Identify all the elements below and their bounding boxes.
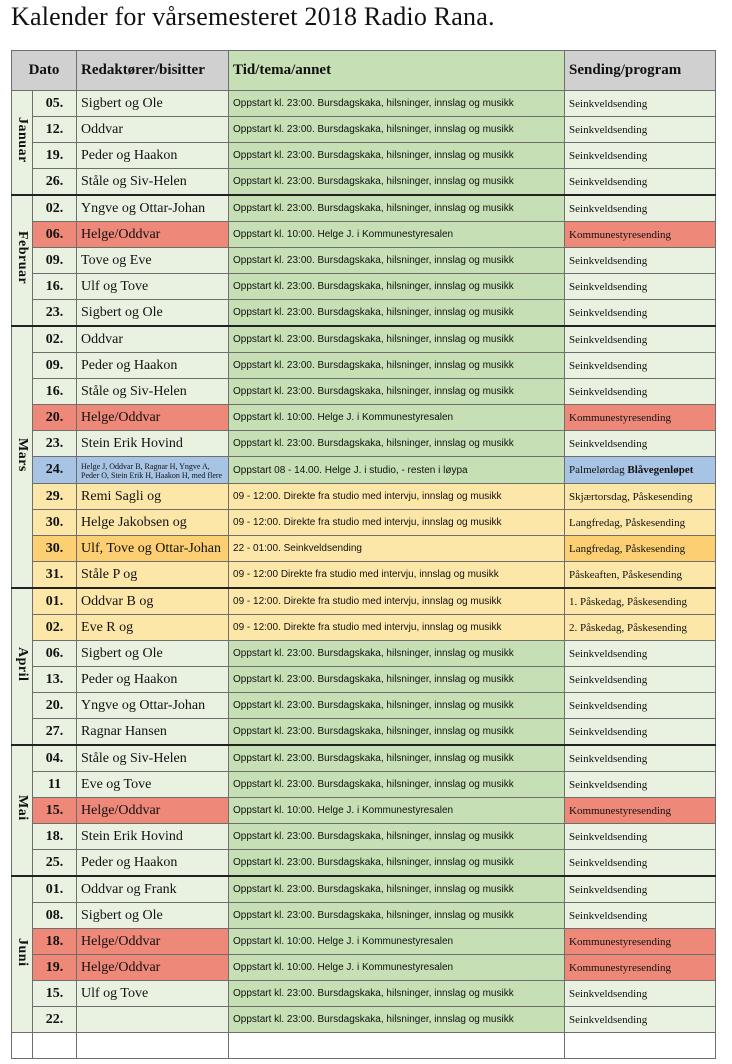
table-row [12,405,716,431]
table-row [12,588,716,615]
sending-label: Seinkveldsending [569,254,648,267]
table-row [12,667,716,693]
empty-cell [33,1033,77,1059]
tid-cell: Oppstart kl. 23:00. Bursdagskaka, hilsninger, innslag og musikk [229,772,565,798]
editors-cell: Helge/Oddvar [77,798,229,824]
table-row [12,431,716,457]
month-label: Mai [15,795,30,821]
sending-cell [565,117,716,143]
sending-cell [565,143,716,169]
sending-cell [565,353,716,379]
sending-label: Kommunestyresending [569,961,672,974]
editors-cell: Sigbert og Ole [77,91,229,117]
editors-cell [77,1007,229,1033]
sending-cell [565,588,716,615]
editors-cell: Oddvar [77,326,229,353]
tid-cell: Oppstart kl. 23:00. Bursdagskaka, hilsninger, innslag og musikk [229,143,565,169]
date-cell: 05. [33,91,77,117]
date-cell: 12. [33,117,77,143]
sending-cell [565,457,716,484]
table-row [12,1007,716,1033]
sending-label: Seinkveldsending [569,123,648,136]
editors-cell: Eve og Tove [77,772,229,798]
table-row [12,457,716,484]
table-row [12,300,716,327]
sending-label: Seinkveldsending [569,673,648,686]
sending-label: Seinkveldsending [569,1013,648,1026]
header-redaktorer: Redaktører/bisitter [77,51,229,91]
table-row [12,719,716,746]
month-label: Juni [15,937,30,967]
table-row [12,641,716,667]
date-cell: 01. [33,588,77,615]
editors-cell: Sigbert og Ole [77,903,229,929]
sending-cell [565,903,716,929]
sending-label: Seinkveldsending [569,987,648,1000]
date-cell: 26. [33,169,77,196]
table-row [12,745,716,772]
month-cell [12,195,33,326]
tid-cell: Oppstart kl. 23:00. Bursdagskaka, hilsninger, innslag og musikk [229,274,565,300]
date-cell: 18. [33,824,77,850]
editors-cell: Peder og Haakon [77,143,229,169]
tid-cell: Oppstart kl. 23:00. Bursdagskaka, hilsninger, innslag og musikk [229,248,565,274]
sending-cell [565,615,716,641]
schedule-table [11,50,716,1059]
header-sending: Sending/program [565,51,716,91]
sending-label: 2. Påskedag, Påskesending [569,621,687,634]
table-row [12,615,716,641]
sending-cell [565,195,716,222]
editors-cell: Peder og Haakon [77,850,229,877]
tid-cell: Oppstart kl. 23:00. Bursdagskaka, hilsninger, innslag og musikk [229,300,565,327]
date-cell: 15. [33,798,77,824]
editors-cell: Helge/Oddvar [77,955,229,981]
editors-cell: Remi Sagli og [77,484,229,510]
editors-cell: Stein Erik Hovind [77,431,229,457]
empty-cell [77,1033,229,1059]
sending-cell [565,641,716,667]
date-cell: 30. [33,536,77,562]
sending-label: Seinkveldsending [569,647,648,660]
sending-label: Seinkveldsending [569,97,648,110]
tid-cell: Oppstart kl. 10:00. Helge J. i Kommunestyresalen [229,798,565,824]
sending-cell [565,562,716,589]
empty-row [12,1033,716,1059]
sending-cell [565,300,716,327]
editors-cell: Eve R og [77,615,229,641]
table-row [12,798,716,824]
date-cell: 02. [33,195,77,222]
month-label: April [15,646,30,682]
table-row [12,536,716,562]
sending-cell [565,824,716,850]
tid-cell: Oppstart kl. 23:00. Bursdagskaka, hilsninger, innslag og musikk [229,667,565,693]
date-cell: 15. [33,981,77,1007]
sending-cell [565,719,716,746]
sending-label: Kommunestyresending [569,228,672,241]
sending-label: Seinkveldsending [569,699,648,712]
table-row [12,274,716,300]
table-row [12,824,716,850]
sending-label: Kommunestyresending [569,935,672,948]
editors-cell: Helge/Oddvar [77,929,229,955]
tid-cell: Oppstart kl. 23:00. Bursdagskaka, hilsninger, innslag og musikk [229,91,565,117]
editors-cell: Ståle og Siv-Helen [77,745,229,772]
header-row [12,51,716,91]
editors-cell: Yngve og Ottar-Johan [77,195,229,222]
date-cell: 29. [33,484,77,510]
sending-label: Skjærtorsdag, Påskesending [569,490,693,503]
sending-cell [565,667,716,693]
month-cell [12,745,33,876]
sending-cell [565,510,716,536]
table-row [12,169,716,196]
sending-label: Seinkveldsending [569,306,648,319]
date-cell: 18. [33,929,77,955]
tid-cell: Oppstart kl. 10:00. Helge J. i Kommunestyresalen [229,405,565,431]
month-label: Mars [15,437,30,472]
sending-cell [565,169,716,196]
tid-cell: Oppstart kl. 23:00. Bursdagskaka, hilsninger, innslag og musikk [229,850,565,877]
sending-cell [565,798,716,824]
date-cell: 01. [33,876,77,903]
date-cell: 27. [33,719,77,746]
tid-cell: Oppstart 08 - 14.00. Helge J. i studio, - resten i løypa [229,457,565,484]
date-cell: 19. [33,143,77,169]
table-row [12,379,716,405]
table-row [12,903,716,929]
tid-cell: 09 - 12:00. Direkte fra studio med intervju, innslag og musikk [229,615,565,641]
tid-cell: Oppstart kl. 10:00. Helge J. i Kommunestyresalen [229,222,565,248]
tid-cell: 09 - 12:00 Direkte fra studio med intervju, innslag og musikk [229,562,565,589]
sending-cell [565,955,716,981]
date-cell: 02. [33,615,77,641]
editors-cell: Ulf, Tove og Ottar-Johan [77,536,229,562]
table-row [12,222,716,248]
tid-cell: Oppstart kl. 23:00. Bursdagskaka, hilsninger, innslag og musikk [229,876,565,903]
table-row [12,929,716,955]
date-cell: 02. [33,326,77,353]
table-row [12,981,716,1007]
sending-cell [565,91,716,117]
month-cell [12,876,33,1033]
sending-label: Seinkveldsending [569,856,648,869]
date-cell: 23. [33,431,77,457]
table-row [12,850,716,877]
table-row [12,484,716,510]
sending-cell [565,772,716,798]
sending-cell [565,981,716,1007]
sending-cell [565,248,716,274]
sending-label: Kommunestyresending [569,411,672,424]
sending-cell [565,326,716,353]
sending-label: Langfredag, Påskesending [569,542,686,555]
date-cell: 16. [33,274,77,300]
date-cell: 22. [33,1007,77,1033]
editors-cell: Ståle og Siv-Helen [77,379,229,405]
sending-cell [565,693,716,719]
tid-cell: Oppstart kl. 23:00. Bursdagskaka, hilsninger, innslag og musikk [229,903,565,929]
sending-label: Seinkveldsending [569,725,648,738]
sending-label: Seinkveldsending [569,778,648,791]
date-cell: 24. [33,457,77,484]
header-dato: Dato [12,51,77,91]
tid-cell: 22 - 01:00. Seinkveldsending [229,536,565,562]
sending-label: Seinkveldsending [569,909,648,922]
editors-cell: Sigbert og Ole [77,641,229,667]
date-cell: 31. [33,562,77,589]
sending-label: Langfredag, Påskesending [569,516,686,529]
editors-cell: Ståle og Siv-Helen [77,169,229,196]
sending-cell [565,484,716,510]
editors-cell: Tove og Eve [77,248,229,274]
table-row [12,143,716,169]
table-row [12,955,716,981]
sending-cell [565,1007,716,1033]
editors-cell: Ståle P og [77,562,229,589]
tid-cell: Oppstart kl. 23:00. Bursdagskaka, hilsninger, innslag og musikk [229,117,565,143]
month-cell [12,91,33,196]
date-cell: 19. [33,955,77,981]
tid-cell: Oppstart kl. 23:00. Bursdagskaka, hilsninger, innslag og musikk [229,745,565,772]
date-cell: 09. [33,353,77,379]
date-cell: 23. [33,300,77,327]
tid-cell: Oppstart kl. 10:00. Helge J. i Kommunestyresalen [229,955,565,981]
tid-cell: Oppstart kl. 23:00. Bursdagskaka, hilsninger, innslag og musikk [229,1007,565,1033]
editors-cell: Helge J, Oddvar B, Ragnar H, Yngve A, Peder O, Stein Erik H, Haakon H, med flere [77,457,229,484]
date-cell: 20. [33,693,77,719]
date-cell: 16. [33,379,77,405]
sending-label: Palmelørdag [569,464,628,476]
sending-cell [565,850,716,877]
sending-cell [565,222,716,248]
table-row [12,117,716,143]
sending-bold-label: Blåvegenløpet [627,464,694,476]
sending-label: 1. Påskedag, Påskesending [569,595,687,608]
date-cell: 20. [33,405,77,431]
editors-cell: Yngve og Ottar-Johan [77,693,229,719]
tid-cell: 09 - 12:00. Direkte fra studio med intervju, innslag og musikk [229,484,565,510]
table-row [12,195,716,222]
sending-cell [565,405,716,431]
tid-cell: Oppstart kl. 23:00. Bursdagskaka, hilsninger, innslag og musikk [229,379,565,405]
editors-cell: Peder og Haakon [77,353,229,379]
sending-label: Seinkveldsending [569,883,648,896]
sending-label: Seinkveldsending [569,202,648,215]
month-cell [12,588,33,745]
sending-cell [565,379,716,405]
page-title: Kalender for vårsemesteret 2018 Radio Rana. [11,2,495,31]
sending-cell [565,536,716,562]
editors-cell: Ragnar Hansen [77,719,229,746]
date-cell: 30. [33,510,77,536]
date-cell: 04. [33,745,77,772]
sending-cell [565,876,716,903]
tid-cell: Oppstart kl. 23:00. Bursdagskaka, hilsninger, innslag og musikk [229,981,565,1007]
editors-cell: Sigbert og Ole [77,300,229,327]
sending-label: Seinkveldsending [569,175,648,188]
table-row [12,876,716,903]
table-row [12,693,716,719]
editors-cell: Helge Jakobsen og [77,510,229,536]
date-cell: 13. [33,667,77,693]
table-row [12,91,716,117]
sending-label: Påskeaften, Påskesending [569,568,683,581]
tid-cell: Oppstart kl. 23:00. Bursdagskaka, hilsninger, innslag og musikk [229,641,565,667]
sending-cell [565,274,716,300]
tid-cell: Oppstart kl. 23:00. Bursdagskaka, hilsninger, innslag og musikk [229,693,565,719]
empty-cell [229,1033,565,1059]
sending-label: Seinkveldsending [569,280,648,293]
tid-cell: Oppstart kl. 23:00. Bursdagskaka, hilsninger, innslag og musikk [229,431,565,457]
table-row [12,562,716,589]
sending-cell [565,929,716,955]
tid-cell: 09 - 12:00. Direkte fra studio med intervju, innslag og musikk [229,588,565,615]
sending-label: Kommunestyresending [569,804,672,817]
date-cell: 09. [33,248,77,274]
table-row [12,510,716,536]
editors-cell: Ulf og Tove [77,981,229,1007]
tid-cell: Oppstart kl. 23:00. Bursdagskaka, hilsninger, innslag og musikk [229,169,565,196]
tid-cell: 09 - 12:00. Direkte fra studio med intervju, innslag og musikk [229,510,565,536]
table-row [12,772,716,798]
date-cell: 08. [33,903,77,929]
header-tid: Tid/tema/annet [229,51,565,91]
editors-cell: Oddvar og Frank [77,876,229,903]
sending-label: Seinkveldsending [569,359,648,372]
tid-cell: Oppstart kl. 23:00. Bursdagskaka, hilsninger, innslag og musikk [229,353,565,379]
sending-cell [565,431,716,457]
editors-cell: Ulf og Tove [77,274,229,300]
empty-cell [12,1033,33,1059]
tid-cell: Oppstart kl. 23:00. Bursdagskaka, hilsninger, innslag og musikk [229,326,565,353]
month-cell [12,326,33,588]
table-row [12,248,716,274]
tid-cell: Oppstart kl. 10:00. Helge J. i Kommunestyresalen [229,929,565,955]
sending-label: Seinkveldsending [569,437,648,450]
month-label: Januar [15,117,30,163]
sending-label: Seinkveldsending [569,149,648,162]
sending-cell [565,745,716,772]
editors-cell: Stein Erik Hovind [77,824,229,850]
table-row [12,353,716,379]
sending-label: Seinkveldsending [569,752,648,765]
sending-label: Seinkveldsending [569,385,648,398]
editors-cell: Helge/Oddvar [77,405,229,431]
tid-cell: Oppstart kl. 23:00. Bursdagskaka, hilsninger, innslag og musikk [229,195,565,222]
sending-label: Seinkveldsending [569,333,648,346]
empty-cell [565,1033,716,1059]
editors-cell: Oddvar B og [77,588,229,615]
editors-cell: Oddvar [77,117,229,143]
date-cell: 06. [33,222,77,248]
editors-cell: Peder og Haakon [77,667,229,693]
sending-label: Seinkveldsending [569,830,648,843]
tid-cell: Oppstart kl. 23:00. Bursdagskaka, hilsninger, innslag og musikk [229,719,565,746]
editors-cell: Helge/Oddvar [77,222,229,248]
month-label: Februar [15,231,30,285]
date-cell: 11 [33,772,77,798]
schedule-body [12,91,716,1059]
table-row [12,326,716,353]
date-cell: 25. [33,850,77,877]
tid-cell: Oppstart kl. 23:00. Bursdagskaka, hilsninger, innslag og musikk [229,824,565,850]
date-cell: 06. [33,641,77,667]
